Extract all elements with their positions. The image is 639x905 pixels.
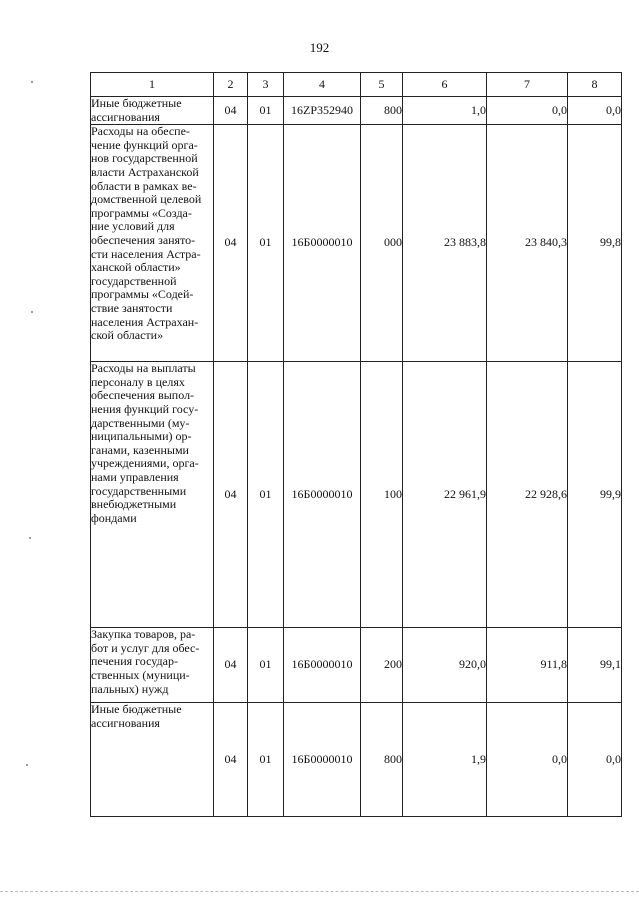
planned-amount-cell: 1,0: [403, 97, 487, 125]
row-label-line: чение функций орга-: [91, 137, 198, 152]
subsection-code-cell: 01: [248, 362, 284, 628]
row-label-line: государственными: [91, 483, 187, 498]
percent-cell: 99,9: [568, 362, 622, 628]
row-label-line: персоналу в целях: [91, 374, 185, 389]
planned-amount-cell: 22 961,9: [403, 362, 487, 628]
expense-type-cell: 800: [361, 703, 403, 817]
page-number: 192: [309, 40, 330, 55]
section-code-cell: 04: [214, 703, 248, 817]
row-label-line: Расходы на обеспе-: [91, 124, 190, 139]
expense-type-cell: 000: [361, 125, 403, 362]
row-label-line: области в рамках ве-: [91, 178, 197, 193]
row-label-line: программы «Созда-: [91, 205, 192, 220]
target-article-cell: 16Б0000010: [284, 628, 361, 703]
section-code-cell: 04: [214, 628, 248, 703]
row-label-line: домственной целевой: [91, 192, 202, 207]
row-label-line: Закупка товаров, ра-: [91, 627, 196, 642]
planned-amount-cell: 920,0: [403, 628, 487, 703]
percent-cell: 99,8: [568, 125, 622, 362]
row-label-line: ствие занятости: [91, 300, 173, 315]
executed-amount-cell: 911,8: [487, 628, 568, 703]
margin-dot: [29, 537, 31, 539]
row-label-cell: [91, 97, 214, 125]
row-label-line: бот и услуг для обес-: [91, 640, 200, 655]
table-row: [91, 362, 622, 628]
planned-amount-cell: 1,9: [403, 703, 487, 817]
row-label-line: пальных) нужд: [91, 681, 169, 696]
column-header: 2: [214, 73, 248, 97]
target-article-cell: 16Б0000010: [284, 703, 361, 817]
percent-cell: 0,0: [568, 703, 622, 817]
row-label-line: фондами: [91, 510, 137, 525]
row-label-line: нения функций госу-: [91, 401, 199, 416]
row-label-line: ханской области»: [91, 260, 181, 275]
executed-amount-cell: 23 840,3: [487, 125, 568, 362]
row-label-line: Иные бюджетные: [91, 96, 182, 110]
column-header: 5: [361, 73, 403, 97]
target-article-cell: 16Б0000010: [284, 125, 361, 362]
executed-amount-cell: 0,0: [487, 703, 568, 817]
row-label-line: нами управления: [91, 469, 179, 484]
section-code-cell: 04: [214, 125, 248, 362]
executed-amount-cell: 22 928,6: [487, 362, 568, 628]
column-header: 1: [91, 73, 214, 97]
column-header: 8: [568, 73, 622, 97]
row-label-cell: [91, 125, 214, 362]
row-label-line: дарственными (му-: [91, 415, 190, 430]
row-label-line: ственных (муници-: [91, 667, 190, 682]
row-label-line: ассигнования: [91, 715, 160, 730]
margin-dot: [26, 764, 28, 766]
row-label-line: власти Астраханской: [91, 164, 199, 179]
section-code-cell: 04: [214, 97, 248, 125]
row-label-line: обеспечения занято-: [91, 232, 196, 247]
table-row: [91, 628, 622, 703]
budget-table: [90, 72, 622, 817]
scan-bottom-edge: [0, 891, 639, 892]
row-label-cell: [91, 628, 214, 703]
row-label-line: государственной: [91, 273, 177, 288]
row-label-line: внебюджетными: [91, 497, 177, 512]
percent-cell: 99,1: [568, 628, 622, 703]
row-label-line: обеспечения выпол-: [91, 388, 195, 403]
column-header: 7: [487, 73, 568, 97]
row-label-line: Иные бюджетные: [91, 702, 182, 717]
table-row: [91, 703, 622, 817]
expense-type-cell: 100: [361, 362, 403, 628]
row-label-line: ской области»: [91, 328, 164, 343]
row-label-line: учреждениями, орга-: [91, 456, 199, 471]
target-article-cell: 16Б0000010: [284, 362, 361, 628]
target-article-cell: 16ZP352940: [284, 97, 361, 125]
margin-dot: [31, 311, 33, 313]
expense-type-cell: 800: [361, 97, 403, 125]
planned-amount-cell: 23 883,8: [403, 125, 487, 362]
subsection-code-cell: 01: [248, 628, 284, 703]
header-row: [91, 73, 622, 97]
row-label-cell: [91, 362, 214, 628]
row-label-line: программы «Содей-: [91, 287, 194, 302]
executed-amount-cell: 0,0: [487, 97, 568, 125]
row-label-line: ниципальными) ор-: [91, 429, 192, 444]
row-label-line: ассигнования: [91, 109, 160, 124]
row-label-line: Расходы на выплаты: [91, 361, 196, 376]
column-header: 4: [284, 73, 361, 97]
row-label-cell: [91, 703, 214, 817]
row-label-line: ние условий для: [91, 219, 175, 234]
percent-cell: 0,0: [568, 97, 622, 125]
table-row: [91, 97, 622, 125]
row-label-line: населения Астрахан-: [91, 314, 199, 329]
subsection-code-cell: 01: [248, 125, 284, 362]
subsection-code-cell: 01: [248, 97, 284, 125]
section-code-cell: 04: [214, 362, 248, 628]
row-label-line: сти населения Астра-: [91, 246, 201, 261]
column-header: 3: [248, 73, 284, 97]
column-header: 6: [403, 73, 487, 97]
subsection-code-cell: 01: [248, 703, 284, 817]
expense-type-cell: 200: [361, 628, 403, 703]
table-row: [91, 125, 622, 362]
margin-dot: [31, 81, 33, 83]
row-label-line: нов государственной: [91, 151, 198, 166]
row-label-line: ганами, казенными: [91, 442, 189, 457]
row-label-line: печения государ-: [91, 654, 178, 669]
